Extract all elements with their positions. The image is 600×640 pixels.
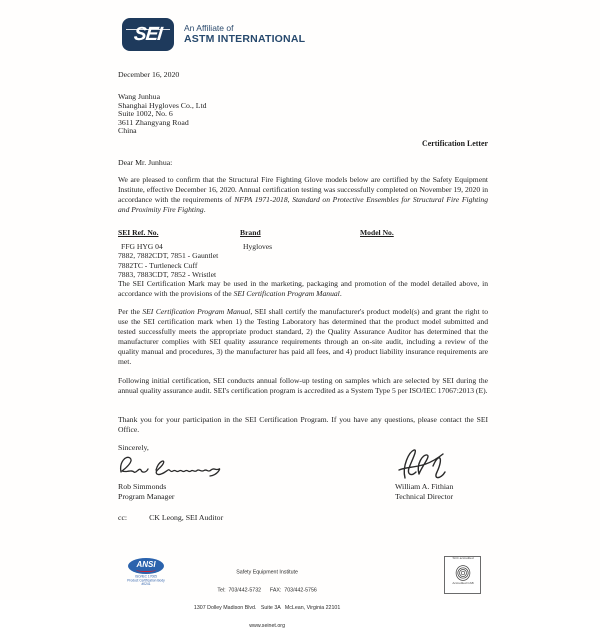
paragraph-text: We are pleased to confirm that the Structural Fire Fighting Glove models below are certified by the Safety Equipment Institute, effective December 16, 2020. Annual certification testing was successfully completed on November 19, 2020 in accordance with the requirements of [118,175,488,204]
signer-left [118,482,175,501]
sei-logo [122,18,174,51]
closing: Sincerely, [118,443,149,452]
signer-right [395,482,453,501]
salutation: Dear Mr. Junhua: [118,158,173,167]
letter-title: Certification Letter [422,139,488,148]
accreditation-spiral-icon [454,564,472,582]
signature-william-fithian [393,446,451,487]
manual-reference: SEI Certification Program Manual [142,307,251,316]
cell-brand: Hygloves [243,241,273,251]
paragraph-text: Per the [118,307,143,316]
astm-international-label: ASTM INTERNATIONAL [184,33,306,45]
cc-value: CK Leong, SEI Auditor [149,513,224,522]
sei-logo-text: SEI [133,24,163,45]
recipient-street: 3611 Zhangyang Road [118,117,189,127]
col-header-sei-ref: SEI Ref. No. [118,228,159,237]
recipient-company: Shanghai Hygloves Co., Ltd [118,100,207,110]
paragraph-mark-usage [118,279,488,299]
ansi-red-swoosh [136,568,156,572]
accreditation-mark-top-text: SCC accredited [452,557,474,560]
footer-website: www.seinet.org [249,622,286,629]
paragraph-thank-you: Thank you for your participation in the SEI Certification Program. If you have any questions, please contact the SEI Office. [118,415,488,434]
standard-reference: NFPA 1971-2018, Standard on Protective Ensembles for Structural Fire Fighting and Proximity Fire Fighting [118,195,488,214]
table-header-row [118,228,490,238]
table-row [118,242,490,280]
accreditation-mark-bottom-text: Accredited CAB [452,581,474,585]
handwritten-signature-icon [393,446,451,482]
certification-table [118,228,490,280]
affiliate-of-label: An Affiliate of [184,23,234,33]
paragraph-followup-testing: Following initial certification, SEI conducts annual follow-up testing on samples which are selected by SEI during the annual quality assurance audit. SEI's certification program is accredited as a System Type 5 per ISO/IEC 17067:2013 (E). [118,376,488,395]
paragraph-text: , SEI shall certify the manufacturer's product model(s) and grant the right to use the SEI certification mark when 1) the Testing Laboratory has determined that the product model submitted and tested successfully meets the appropriate product standard, 2) the Quality Assurance Auditor has determined that the manufacturer complies with SEI quality assurance requirements through an on-site audit, including a review of the quality manual and procedures, 3) the manufacturer has paid all fees, and 4) product liability insurance requirements are met. [118,307,488,366]
model-line: 7882TC - Turtleneck Cuff [118,260,198,270]
ansi-accreditation-logo [126,558,166,598]
signer-title: Technical Director [395,491,454,501]
signer-name: William A. Fithian [395,482,454,491]
cell-sei-ref: FFG HYG 04 [121,241,163,251]
ansi-logo-oval [128,558,164,574]
footer-phone-fax: Tel: 703/442-5732 FAX: 703/442-5756 [217,586,317,593]
cc-line [118,513,223,522]
recipient-suite: Suite 1002, No. 6 [118,109,173,119]
manual-reference: SEI Certification Program Manual [233,289,340,298]
cc-label: cc: [118,513,128,522]
recipient-address [118,93,207,136]
model-line: 7883, 7883CDT, 7852 - Wristlet [118,270,217,280]
ansi-logo-text: ANSI [136,560,156,569]
cell-models [118,251,246,280]
recipient-name: Wang Junhua [118,92,161,101]
signer-title: Program Manager [118,491,175,501]
paragraph-certified-models [118,175,488,215]
footer-org-name: Safety Equipment Institute [236,568,298,575]
accreditation-mark [444,556,481,594]
footer-contact-block [178,557,356,640]
recipient-country: China [118,126,137,136]
paragraph-certification-conditions [118,307,488,367]
handwritten-signature-icon [118,452,223,478]
letter-date: December 16, 2020 [118,70,180,79]
paragraph-text: . [339,289,342,298]
model-line: 7882, 7882CDT, 7851 - Gauntlet [118,251,219,261]
col-header-model: Model No. [360,228,394,237]
signature-rob-simmonds [118,452,223,483]
paragraph-text: . [203,205,206,214]
footer-address: 1307 Dolley Madison Blvd. Suite 3A McLean, Virginia 22101 [193,604,341,611]
signer-name: Rob Simmonds [118,482,167,491]
paragraph-text: The SEI Certification Mark may be used in the marketing, packaging and promotion of the model detailed above, in accordance with the provisions of the [118,279,488,298]
col-header-brand: Brand [240,228,261,237]
ansi-accreditation-text: ISO/IEC 17065 Product Certification Body #0241 [127,575,165,586]
